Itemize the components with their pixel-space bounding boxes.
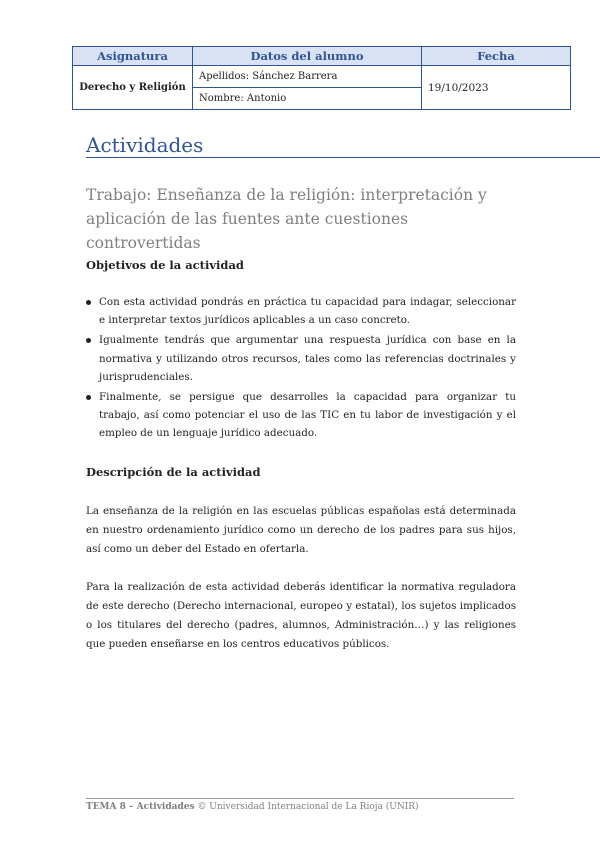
description-heading: Descripción de la actividad (86, 465, 261, 479)
section-title: Actividades (86, 133, 204, 157)
header-student-label: Datos del alumno (193, 47, 422, 66)
assignment-subtitle: Trabajo: Enseñanza de la religión: interpretación y aplicación de las fuentes ante cuestiones controvertidas (86, 186, 487, 252)
list-item (86, 293, 516, 329)
objective-text: Igualmente tendrás que argumentar una respuesta jurídica con base en la normativa y utilizando otros recursos, tales como las referencias doctrinales y jurisprudenciales. (99, 334, 516, 383)
surname-value: Apellidos: Sánchez Barrera (193, 66, 422, 88)
header-subject-label: Asignatura (73, 47, 193, 66)
description-paragraph-1: La enseñanza de la religión en las escuelas públicas españolas está determinada en nuestro ordenamiento jurídico como un derecho de los padres para sus hijos, así como un deber del Estado en ofertarla. (86, 505, 516, 555)
footer-label: TEMA 8 – Actividades (86, 802, 195, 812)
objectives-heading: Objetivos de la actividad (86, 258, 244, 272)
list-item (86, 388, 516, 443)
header-date-label: Fecha (422, 47, 571, 66)
list-item (86, 331, 516, 386)
subject-value: Derecho y Religión (73, 66, 193, 110)
name-value: Nombre: Antonio (193, 88, 422, 110)
footer-divider (86, 798, 514, 799)
header-table (72, 46, 571, 110)
date-value: 19/10/2023 (422, 66, 571, 110)
objective-text: Con esta actividad pondrás en práctica tu capacidad para indagar, seleccionar e interpretar textos jurídicos aplicables a un caso concreto. (99, 296, 516, 327)
objective-text: Finalmente, se persigue que desarrolles la capacidad para organizar tu trabajo, así como potenciar el uso de las TIC en tu labor de investigación y el empleo de un lenguaje jurídico adecuado. (99, 391, 516, 440)
objectives-list (86, 293, 516, 445)
bullet-icon (86, 300, 91, 305)
title-divider (86, 157, 600, 158)
footer-copyright: © Universidad Internacional de La Rioja (UNIR) (197, 802, 419, 812)
bullet-icon (86, 338, 91, 343)
bullet-icon (86, 395, 91, 400)
description-paragraph-2: Para la realización de esta actividad deberás identificar la normativa reguladora de este derecho (Derecho internacional, europeo y estatal), los sujetos implicados o los titulares del derecho (padres, alumnos, Administración…) y las religiones que pueden enseñarse en los centros educativos públicos. (86, 581, 516, 650)
footer (86, 802, 419, 812)
